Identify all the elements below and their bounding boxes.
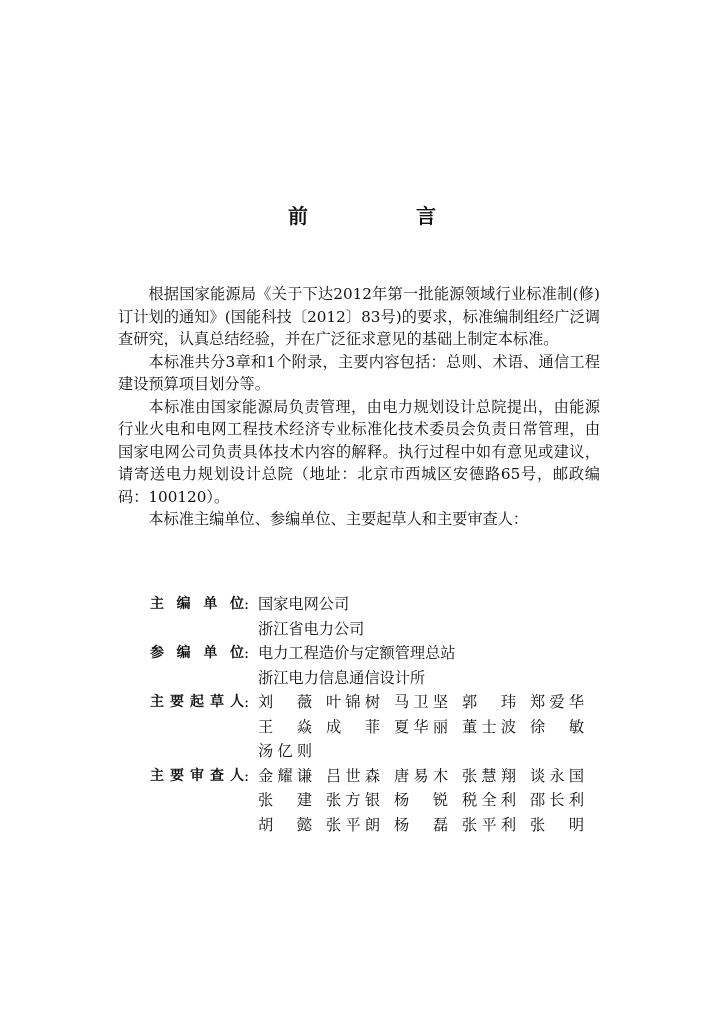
drafter-name: 刘薇 (258, 693, 312, 711)
reviewer-name: 张慧翔 (462, 766, 516, 785)
reviewer-name: 张平朗 (326, 815, 380, 834)
reviewer-name: 张平利 (462, 815, 516, 834)
drafter-name: 郑爱华 (530, 693, 584, 711)
drafters-label: 主要起草人 (150, 694, 244, 710)
drafter-name: 成菲 (326, 717, 380, 736)
drafter-name: 王焱 (258, 717, 312, 736)
participating-units-group (150, 641, 598, 690)
drafter-name: 汤亿则 (258, 742, 312, 760)
reviewer-name: 谈永国 (530, 766, 584, 785)
reviewer-name: 杨磊 (394, 815, 448, 834)
drafters-row (258, 715, 598, 740)
drafters-colon: : (244, 693, 250, 711)
chief-unit-item: 浙江省电力公司 (258, 619, 365, 638)
reviewer-name: 张方银 (326, 791, 380, 809)
reviewer-name: 邵长利 (530, 791, 584, 809)
chief-units-label: 主编单位 (150, 596, 244, 612)
participating-units-colon: : (244, 644, 250, 662)
drafter-name: 马卫坚 (394, 693, 448, 711)
paragraph-basis: 根据国家能源局《关于下达2012年第一批能源领域行业标准制(修)订计划的通知》(国能科技〔2012〕83号)的要求，标准编制组经广泛调查研究，认真总结经验，并在广泛征求意见的基础上制定本标准。 (118, 285, 600, 348)
chief-units-values (258, 592, 364, 641)
participating-units-values (258, 641, 455, 690)
drafters-row (258, 690, 598, 715)
chief-unit-item: 国家电网公司 (258, 595, 350, 613)
preface-body (118, 283, 600, 531)
participating-units-label: 参编单位 (150, 645, 244, 661)
drafters-group (150, 690, 598, 764)
reviewer-name: 张建 (258, 791, 312, 809)
drafter-name: 徐敏 (530, 717, 584, 736)
reviewer-name: 吕世森 (326, 766, 380, 785)
paragraph-management: 本标准由国家能源局负责管理，由电力规划设计总院提出，由能源行业火电和电网工程技术经济专业标准化技术委员会负责日常管理，由国家电网公司负责具体技术内容的解释。执行过程中如有意见或建议，请寄送电力规划设计总院（地址：北京市西城区安德路65号，邮政编码：100120）。 (118, 397, 600, 506)
reviewer-name: 金耀谦 (258, 766, 312, 785)
drafter-name: 叶锦树 (326, 693, 380, 711)
reviewer-name: 税全利 (462, 791, 516, 809)
reviewers-label: 主要审查人 (150, 767, 244, 784)
reviewers-group (150, 764, 598, 838)
page-title: 前 言 (288, 204, 480, 228)
drafter-name: 董士波 (462, 717, 516, 736)
drafter-name: 夏华丽 (394, 717, 448, 736)
reviewers-row (258, 788, 598, 813)
drafter-name: 郭玮 (462, 693, 516, 711)
staff-list (150, 592, 598, 837)
reviewers-row (258, 764, 598, 789)
paragraph-contents: 本标准共分3章和1个附录，主要内容包括：总则、术语、通信工程建设预算项目划分等。 (118, 352, 600, 393)
reviewers-colon: : (244, 766, 250, 785)
reviewer-name: 唐易木 (394, 766, 448, 785)
reviewer-name: 张明 (530, 815, 584, 834)
reviewers-row (258, 813, 598, 838)
reviewers-values (258, 764, 598, 838)
chief-units-colon: : (244, 595, 250, 613)
reviewer-name: 杨锐 (394, 791, 448, 809)
paragraph-staff-intro: 本标准主编单位、参编单位、主要起草人和主要审查人： (148, 510, 529, 528)
participating-unit-item: 浙江电力信息通信设计所 (258, 668, 426, 687)
participating-unit-item: 电力工程造价与定额管理总站 (258, 644, 456, 662)
chief-units-group (150, 592, 598, 641)
reviewer-name: 胡懿 (258, 815, 312, 834)
drafters-values (258, 690, 598, 764)
drafters-row (258, 739, 598, 764)
